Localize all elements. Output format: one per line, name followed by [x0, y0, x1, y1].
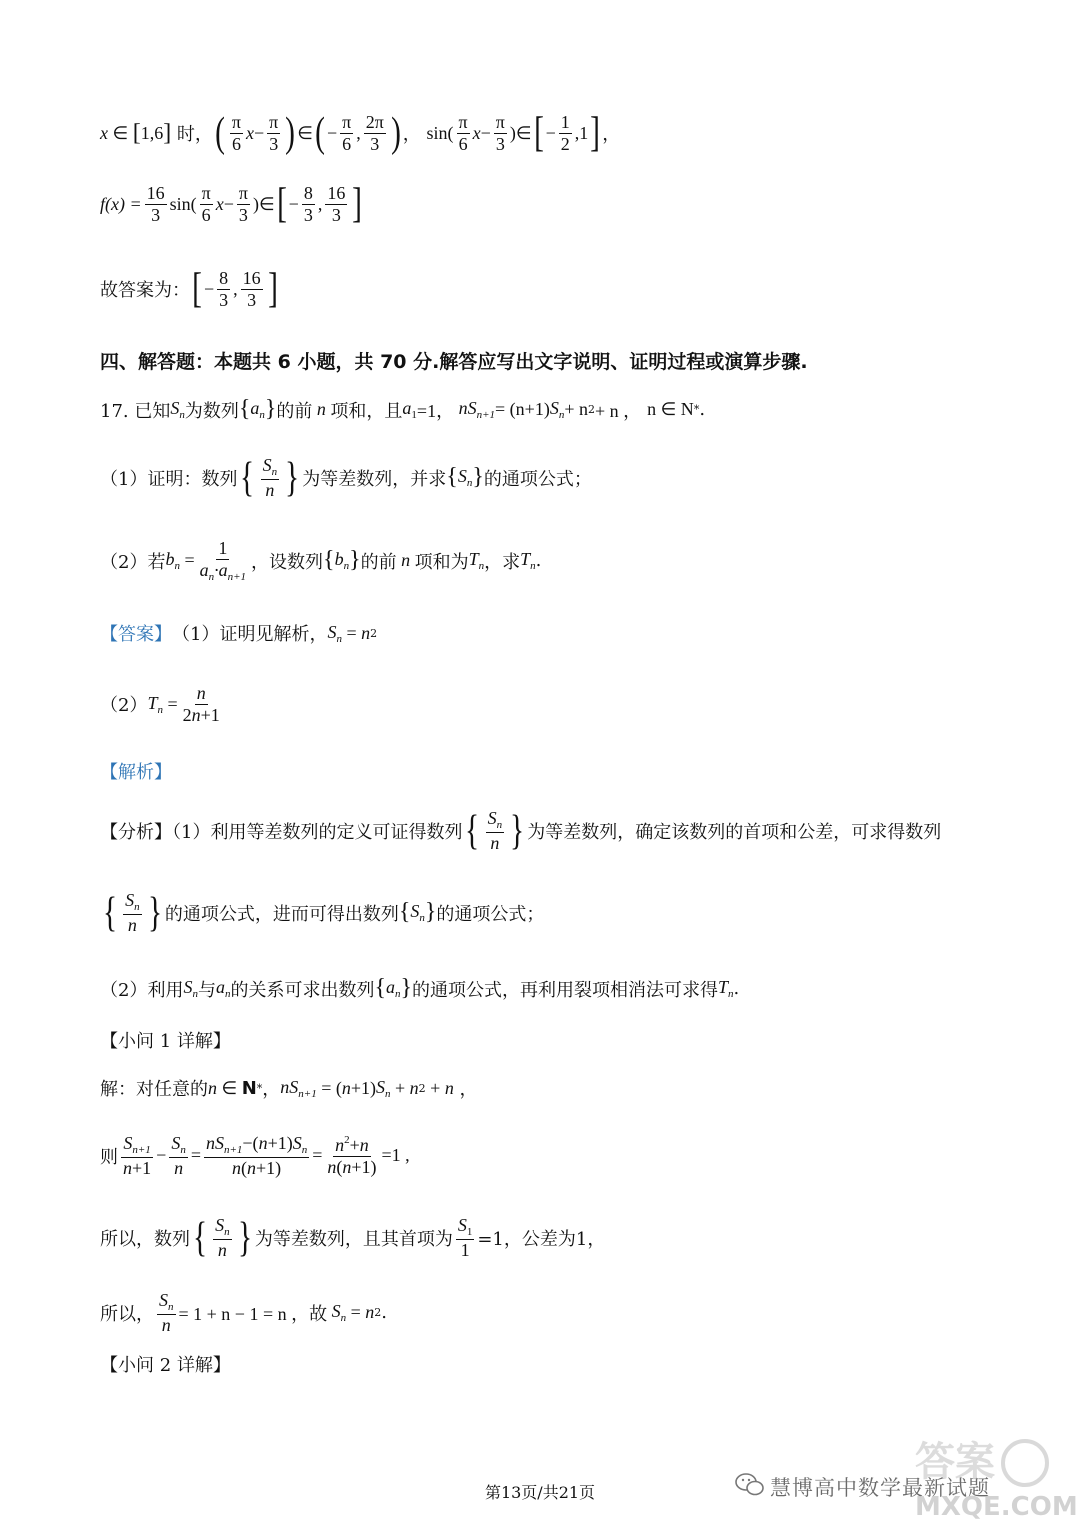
part2-text-b: ，设数列: [251, 551, 324, 573]
q17-stem: 17. 已知 $S_n$ 为数列 { $a_n$ } 的前 n 项和，且 $a_1$ =1， $nS_{n+1}$ = (n+1) $S_n$ + n 2 + n ， n ∈ N * .: [100, 396, 706, 422]
answer2-text: （2）: [100, 695, 148, 717]
q17-part2: （2）若 $b_n$ = $\frac{1}{a_n\cdot a_{n+1}}$ ，设数列 { $b_n$ } 的前 n 项和为 $T_n$ ，求 $T_n$ .: [100, 538, 542, 583]
section-heading: 四、解答题：本题共 6 小题，共 70 分.解答应写出文字说明、证明过程或演算步骤.: [100, 351, 808, 373]
svg-text:MXQE.COM: MXQE.COM: [915, 1492, 1078, 1522]
q17-text-e: =1，: [416, 400, 455, 421]
so2-text-a: 所以，: [100, 1303, 154, 1325]
element-of-3: ∈: [258, 193, 275, 214]
solution-line-4: 所以， $\frac{S_n}{n}$ = 1 + n − 1 = n ，故 $S_n$ = n 2 .: [100, 1290, 387, 1335]
answer-line-1: 【答案】 （1）证明见解析， $S_n$ = n 2: [100, 621, 378, 645]
sub1-heading: 【小问 1 详解】: [100, 1031, 231, 1052]
analysis-tag: 【解析】: [100, 762, 172, 783]
q17-text-f: = (n+1): [495, 399, 550, 419]
sin-label: sin(: [426, 122, 454, 143]
fenxi-text-c: 的通项公式，进而可得出数列: [164, 903, 399, 925]
domain-line: x ∈ [ 1,6 ] 时， ( $\frac{\pi}{6}$ x − $\frac{\pi}{3}$ ) ∈ ( − $\frac{\pi}{6}$ , $\frac{2\pi}{3}$ ) ， sin( $\frac{\pi}{6}$ x − $\frac{\pi}{3}$ ) ∈ [ − $\frac{1}{2}$ ,1 ] ，: [100, 110, 621, 157]
part2-text-d: 项和为: [414, 551, 469, 573]
q17-part1: （1）证明：数列 { $\frac{S_n}{n}$ } 为等差数列，并求 { $S_n$ } 的通项公式；: [100, 454, 592, 501]
fenxi-text-d: 的通项公式；: [436, 903, 545, 925]
sol-text-a: 解：对任意的: [100, 1079, 208, 1100]
wechat-icon: [735, 1472, 765, 1498]
fenxi-line-3: （2）利用 $S_n$ 与 $a_n$ 的关系可求出数列 { $a_n$ } 的通项公式，再利用裂项相消法可求得 $T_n$ .: [100, 975, 740, 1001]
element-of: ∈: [297, 122, 313, 143]
answer-tag: 【答案】: [100, 624, 172, 645]
q17-text-b: 为数列: [184, 400, 239, 422]
part2-text-c: 的前: [360, 551, 397, 573]
part2-text-a: （2）若: [100, 551, 166, 573]
solution-line-2: 则 $\frac{S_{n+1}}{n+1}$ − $\frac{S_n}{n}$ = $\frac{nS_{n+1}-(n+1)S_n}{n(n+1)}$ = $\frac{n^2+n}{n(n+1)}$ =1 ,: [100, 1133, 410, 1178]
answer-line-2: （2） $T_n$ = $\frac{n}{2n+1}$: [100, 683, 220, 725]
fenxi-line-1: 【分析】（1）利用等差数列的定义可证得数列 { $\frac{S_n}{n}$ } 为等差数列，确定该数列的首项和公差，可求得数列: [100, 807, 942, 854]
q17-text-i: n ∈ N: [647, 399, 694, 419]
fenxi2-text-c: 的关系可求出数列: [230, 979, 375, 1001]
element-of-2: ∈: [515, 122, 532, 143]
so1-text-c: =1，公差为1，: [477, 1228, 606, 1250]
part1-text-c: 的通项公式；: [483, 468, 592, 490]
fill-answer-label: 故答案为：: [100, 280, 190, 302]
fenxi-text-a: 【分析】（1）利用等差数列的定义可证得数列: [100, 821, 463, 843]
range-line: f(x) = $\frac{16}{3}$ sin( $\frac{\pi}{6}$ x − $\frac{\pi}{3}$ ) ∈ [ − $\frac{8}{3}$ , $\frac{16}{3}$ ]: [100, 181, 363, 228]
part1-text-b: 为等差数列，并求: [302, 468, 447, 490]
so2-text-b: = 1 + n − 1 = n ，故: [178, 1303, 328, 1324]
so1-text-b: 为等差数列，且其首项为: [254, 1228, 453, 1250]
watermark-text: 慧博高中数学最新试题: [770, 1476, 990, 1500]
fenxi-line-2: { $\frac{S_n}{n}$ } 的通项公式，进而可得出数列 { $S_n$ } 的通项公式；: [103, 889, 545, 936]
part1-text-a: （1）证明：数列: [100, 468, 238, 490]
q17-text-d: 项和，且: [330, 400, 403, 422]
fenxi2-text-d: 的通项公式，再利用裂项相消法可求得: [412, 979, 719, 1001]
sol-text-b: ，: [262, 1079, 281, 1100]
q17-text-h: + n ，: [594, 400, 642, 421]
part2-text-e: ，求: [484, 551, 521, 573]
line1-end: ，: [602, 124, 621, 146]
svg-text:答案: 答案: [915, 1439, 995, 1485]
fenxi2-text-b: 与: [197, 979, 216, 1001]
answer1-text: （1）证明见解析，: [172, 624, 328, 645]
solution-line-3: 所以，数列 { $\frac{S_n}{n}$ } 为等差数列，且其首项为 $\frac{S_1}{1}$ =1，公差为1，: [100, 1214, 606, 1261]
q17-text-c: 的前: [276, 400, 313, 422]
sin-label-2: sin(: [169, 193, 197, 214]
q17-number: 17. 已知: [100, 400, 171, 422]
fill-answer: 故答案为： [ − $\frac{8}{3}$ , $\frac{16}{3}$ ]: [100, 266, 278, 313]
sub2-heading: 【小问 2 详解】: [100, 1355, 231, 1376]
solution-line-1: 解：对任意的 n ∈ N * ， $nS_{n+1}$ = ( n +1) $S_n$ + n 2 + n ，: [100, 1076, 478, 1100]
f-of-x: f(x) =: [100, 193, 142, 214]
fenxi-text-b: 为等差数列，确定该数列的首项和公差，可求得数列: [527, 821, 942, 843]
so1-text-a: 所以，数列: [100, 1228, 190, 1250]
fenxi2-text-a: （2）利用: [100, 979, 184, 1001]
answer-circle-logo: [905, 1415, 1078, 1525]
then-text: 则: [100, 1146, 118, 1168]
q17-text-g: + n: [564, 399, 588, 419]
page-footer: 第13页/共21页: [484, 1483, 596, 1502]
